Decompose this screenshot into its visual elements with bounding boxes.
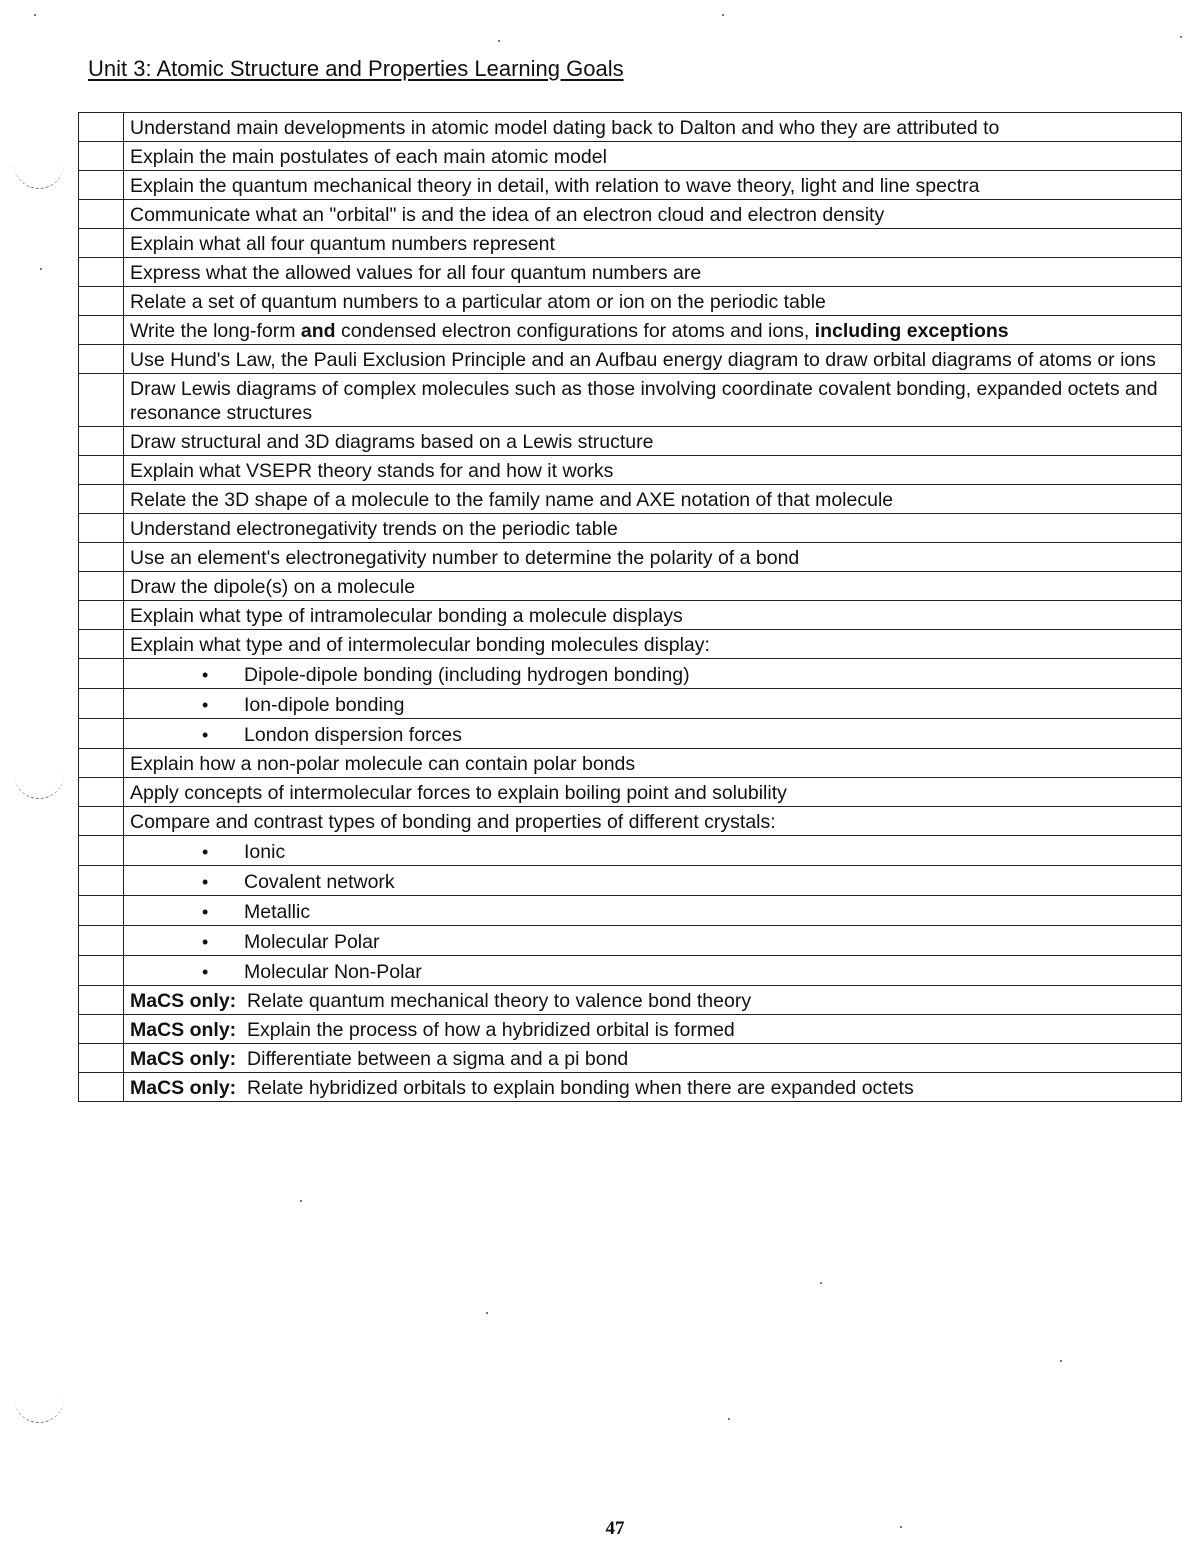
goal-text-cell <box>124 630 1182 659</box>
goal-row <box>79 807 1182 836</box>
goal-text-cell <box>124 926 1182 956</box>
binder-hole-mark <box>14 1396 64 1423</box>
goal-row <box>79 258 1182 287</box>
scan-speck <box>34 14 36 16</box>
goal-row <box>79 229 1182 258</box>
goal-text: Relate a set of quantum numbers to a particular atom or ion on the periodic table <box>130 291 826 313</box>
scan-speck <box>722 14 724 16</box>
goal-row <box>79 601 1182 630</box>
goal-checkbox-cell[interactable] <box>79 866 124 896</box>
goal-text-cell <box>124 778 1182 807</box>
goal-row <box>79 427 1182 456</box>
goal-checkbox-cell[interactable] <box>79 316 124 345</box>
goal-row <box>79 543 1182 572</box>
goal-text: Understand main developments in atomic model dating back to Dalton and who they are attributed to <box>130 117 1000 139</box>
goal-text-cell <box>124 601 1182 630</box>
goal-checkbox-cell[interactable] <box>79 926 124 956</box>
goal-text-cell <box>124 689 1182 719</box>
goal-text-cell <box>124 572 1182 601</box>
goal-text-cell <box>124 374 1182 427</box>
goal-row <box>79 456 1182 485</box>
goal-text: Understand electronegativity trends on the periodic table <box>130 518 618 540</box>
goal-checkbox-cell[interactable] <box>79 956 124 986</box>
learning-goals-table <box>78 112 1182 1102</box>
goal-checkbox-cell[interactable] <box>79 485 124 514</box>
goal-text-cell <box>124 896 1182 926</box>
goal-row <box>79 836 1182 866</box>
goal-checkbox-cell[interactable] <box>79 896 124 926</box>
goal-text: Relate hybridized orbitals to explain bonding when there are expanded octets <box>247 1077 914 1099</box>
goal-row <box>79 142 1182 171</box>
goal-text: Explain what VSEPR theory stands for and how it works <box>130 460 614 482</box>
goal-checkbox-cell[interactable] <box>79 229 124 258</box>
goal-text-cell <box>124 258 1182 287</box>
scan-speck <box>300 1200 302 1202</box>
scan-speck <box>498 40 500 42</box>
bullet-item <box>130 663 1177 687</box>
goal-text-cell <box>124 345 1182 374</box>
goal-text: Apply concepts of intermolecular forces to explain boiling point and solubility <box>130 782 787 804</box>
goal-text: Write the long-form <box>130 320 301 342</box>
goal-text-cell <box>124 749 1182 778</box>
goal-checkbox-cell[interactable] <box>79 1015 124 1044</box>
goal-checkbox-cell[interactable] <box>79 807 124 836</box>
goal-row <box>79 1015 1182 1044</box>
scan-speck <box>486 1312 488 1314</box>
goal-text-cell <box>124 456 1182 485</box>
goal-checkbox-cell[interactable] <box>79 514 124 543</box>
goal-text-cell <box>124 836 1182 866</box>
goal-text-cell <box>124 719 1182 749</box>
goal-checkbox-cell[interactable] <box>79 1073 124 1102</box>
goal-checkbox-cell[interactable] <box>79 719 124 749</box>
goal-checkbox-cell[interactable] <box>79 689 124 719</box>
goal-checkbox-cell[interactable] <box>79 171 124 200</box>
goal-checkbox-cell[interactable] <box>79 601 124 630</box>
goal-text-cell <box>124 200 1182 229</box>
goal-text-cell <box>124 113 1182 142</box>
scan-speck <box>820 1282 822 1284</box>
bullet-icon: • <box>202 725 209 745</box>
page-number: 47 <box>605 1518 625 1539</box>
goal-checkbox-cell[interactable] <box>79 836 124 866</box>
scan-speck <box>40 268 42 270</box>
goal-text: Use Hund's Law, the Pauli Exclusion Principle and an Aufbau energy diagram to draw orbital diagrams of atoms or ions <box>130 349 1156 371</box>
goal-row <box>79 956 1182 986</box>
bullet-icon: • <box>202 872 209 892</box>
goal-row <box>79 986 1182 1015</box>
goal-row <box>79 1073 1182 1102</box>
macs-only-label: MaCS only: <box>130 1077 237 1099</box>
goal-text-cell <box>124 485 1182 514</box>
goal-checkbox-cell[interactable] <box>79 345 124 374</box>
binder-hole-mark <box>14 162 64 189</box>
goal-row <box>79 689 1182 719</box>
goal-row <box>79 514 1182 543</box>
scan-speck <box>1060 1360 1062 1362</box>
goal-text: Compare and contrast types of bonding and properties of different crystals: <box>130 811 776 833</box>
bullet-icon: • <box>202 842 209 862</box>
goal-row <box>79 659 1182 689</box>
goal-checkbox-cell[interactable] <box>79 287 124 316</box>
bullet-item <box>130 870 1177 894</box>
goal-row <box>79 345 1182 374</box>
goal-text-cell <box>124 956 1182 986</box>
goal-text: Explain what all four quantum numbers represent <box>130 233 555 255</box>
bullet-icon: • <box>202 695 209 715</box>
goal-row <box>79 287 1182 316</box>
goal-text: Explain the quantum mechanical theory in detail, with relation to wave theory, light and line spectra <box>130 175 980 197</box>
goal-checkbox-cell[interactable] <box>79 113 124 142</box>
bullet-icon: • <box>202 665 209 685</box>
bullet-icon: • <box>202 932 209 952</box>
bullet-icon: • <box>202 962 209 982</box>
goal-text-cell <box>124 659 1182 689</box>
goal-row <box>79 316 1182 345</box>
goal-row <box>79 778 1182 807</box>
goal-checkbox-cell[interactable] <box>79 427 124 456</box>
goal-text: Draw Lewis diagrams of complex molecules such as those involving coordinate covalent bonding, expanded octets and resonance structures <box>130 378 1158 424</box>
bullet-item <box>130 693 1177 717</box>
goal-text: condensed electron configurations for atoms and ions, <box>335 320 815 342</box>
goal-text-cell <box>124 142 1182 171</box>
goal-checkbox-cell[interactable] <box>79 456 124 485</box>
goal-text: Explain the main postulates of each main atomic model <box>130 146 607 168</box>
goal-text-cell <box>124 986 1182 1015</box>
goal-row <box>79 630 1182 659</box>
goal-row <box>79 866 1182 896</box>
learning-goals-body <box>79 113 1182 1102</box>
page-title: Unit 3: Atomic Structure and Properties Learning Goals <box>88 56 624 81</box>
goal-text: Differentiate between a sigma and a pi bond <box>247 1048 629 1070</box>
bullet-text: Molecular Polar <box>244 931 380 953</box>
goal-text-cell <box>124 229 1182 258</box>
goal-text: Explain what type and of intermolecular bonding molecules display: <box>130 634 710 656</box>
macs-only-label: MaCS only: <box>130 1019 237 1041</box>
goal-checkbox-cell[interactable] <box>79 1044 124 1073</box>
goal-text-cell <box>124 316 1182 345</box>
macs-only-label: MaCS only: <box>130 990 237 1012</box>
goal-text-bold: including exceptions <box>814 320 1009 342</box>
goal-text-cell <box>124 807 1182 836</box>
goal-text-cell <box>124 1044 1182 1073</box>
goal-text: Relate quantum mechanical theory to valence bond theory <box>247 990 752 1012</box>
goal-checkbox-cell[interactable] <box>79 630 124 659</box>
goal-checkbox-cell[interactable] <box>79 572 124 601</box>
goal-row <box>79 896 1182 926</box>
goal-row <box>79 926 1182 956</box>
scan-speck <box>1180 36 1182 38</box>
goal-row <box>79 1044 1182 1073</box>
bullet-item <box>130 900 1177 924</box>
goal-text-bold: and <box>300 320 336 342</box>
goal-checkbox-cell[interactable] <box>79 543 124 572</box>
goal-text-cell <box>124 1015 1182 1044</box>
goal-text: Draw structural and 3D diagrams based on a Lewis structure <box>130 431 654 453</box>
goal-checkbox-cell[interactable] <box>79 374 124 427</box>
goal-text-cell <box>124 514 1182 543</box>
goal-text-cell <box>124 866 1182 896</box>
binder-hole-mark <box>14 772 64 799</box>
goal-checkbox-cell[interactable] <box>79 986 124 1015</box>
goal-text-cell <box>124 1073 1182 1102</box>
goal-text: Explain what type of intramolecular bonding a molecule displays <box>130 605 683 627</box>
goal-text: Express what the allowed values for all four quantum numbers are <box>130 262 702 284</box>
bullet-text: Molecular Non-Polar <box>244 961 422 983</box>
goal-row <box>79 374 1182 427</box>
goal-text: Explain how a non-polar molecule can contain polar bonds <box>130 753 636 775</box>
scan-speck <box>900 1526 902 1528</box>
scan-speck <box>728 1418 730 1420</box>
goal-checkbox-cell[interactable] <box>79 200 124 229</box>
goal-text: Relate the 3D shape of a molecule to the family name and AXE notation of that molecule <box>130 489 894 511</box>
bullet-text: Covalent network <box>244 871 395 893</box>
goal-checkbox-cell[interactable] <box>79 749 124 778</box>
goal-text: Communicate what an "orbital" is and the idea of an electron cloud and electron density <box>130 204 885 226</box>
bullet-item <box>130 840 1177 864</box>
goal-checkbox-cell[interactable] <box>79 778 124 807</box>
goal-checkbox-cell[interactable] <box>79 142 124 171</box>
bullet-text: Ion-dipole bonding <box>244 694 405 716</box>
bullet-text: Dipole-dipole bonding (including hydrogen bonding) <box>244 664 690 686</box>
bullet-text: Ionic <box>244 841 286 863</box>
goal-text: Draw the dipole(s) on a molecule <box>130 576 416 598</box>
goal-text-cell <box>124 287 1182 316</box>
goal-text-cell <box>124 427 1182 456</box>
macs-only-label: MaCS only: <box>130 1048 237 1070</box>
goal-checkbox-cell[interactable] <box>79 258 124 287</box>
goal-row <box>79 719 1182 749</box>
goal-text-cell <box>124 171 1182 200</box>
bullet-text: Metallic <box>244 901 311 923</box>
goal-row <box>79 171 1182 200</box>
bullet-item <box>130 930 1177 954</box>
bullet-item <box>130 723 1177 747</box>
goal-row <box>79 485 1182 514</box>
bullet-text: London dispersion forces <box>244 724 462 746</box>
goal-row <box>79 200 1182 229</box>
goal-text: Use an element's electronegativity number to determine the polarity of a bond <box>130 547 800 569</box>
goal-text: Explain the process of how a hybridized orbital is formed <box>247 1019 735 1041</box>
bullet-icon: • <box>202 902 209 922</box>
goal-row <box>79 572 1182 601</box>
goal-checkbox-cell[interactable] <box>79 659 124 689</box>
goal-row <box>79 113 1182 142</box>
goal-row <box>79 749 1182 778</box>
bullet-item <box>130 960 1177 984</box>
goal-text-cell <box>124 543 1182 572</box>
